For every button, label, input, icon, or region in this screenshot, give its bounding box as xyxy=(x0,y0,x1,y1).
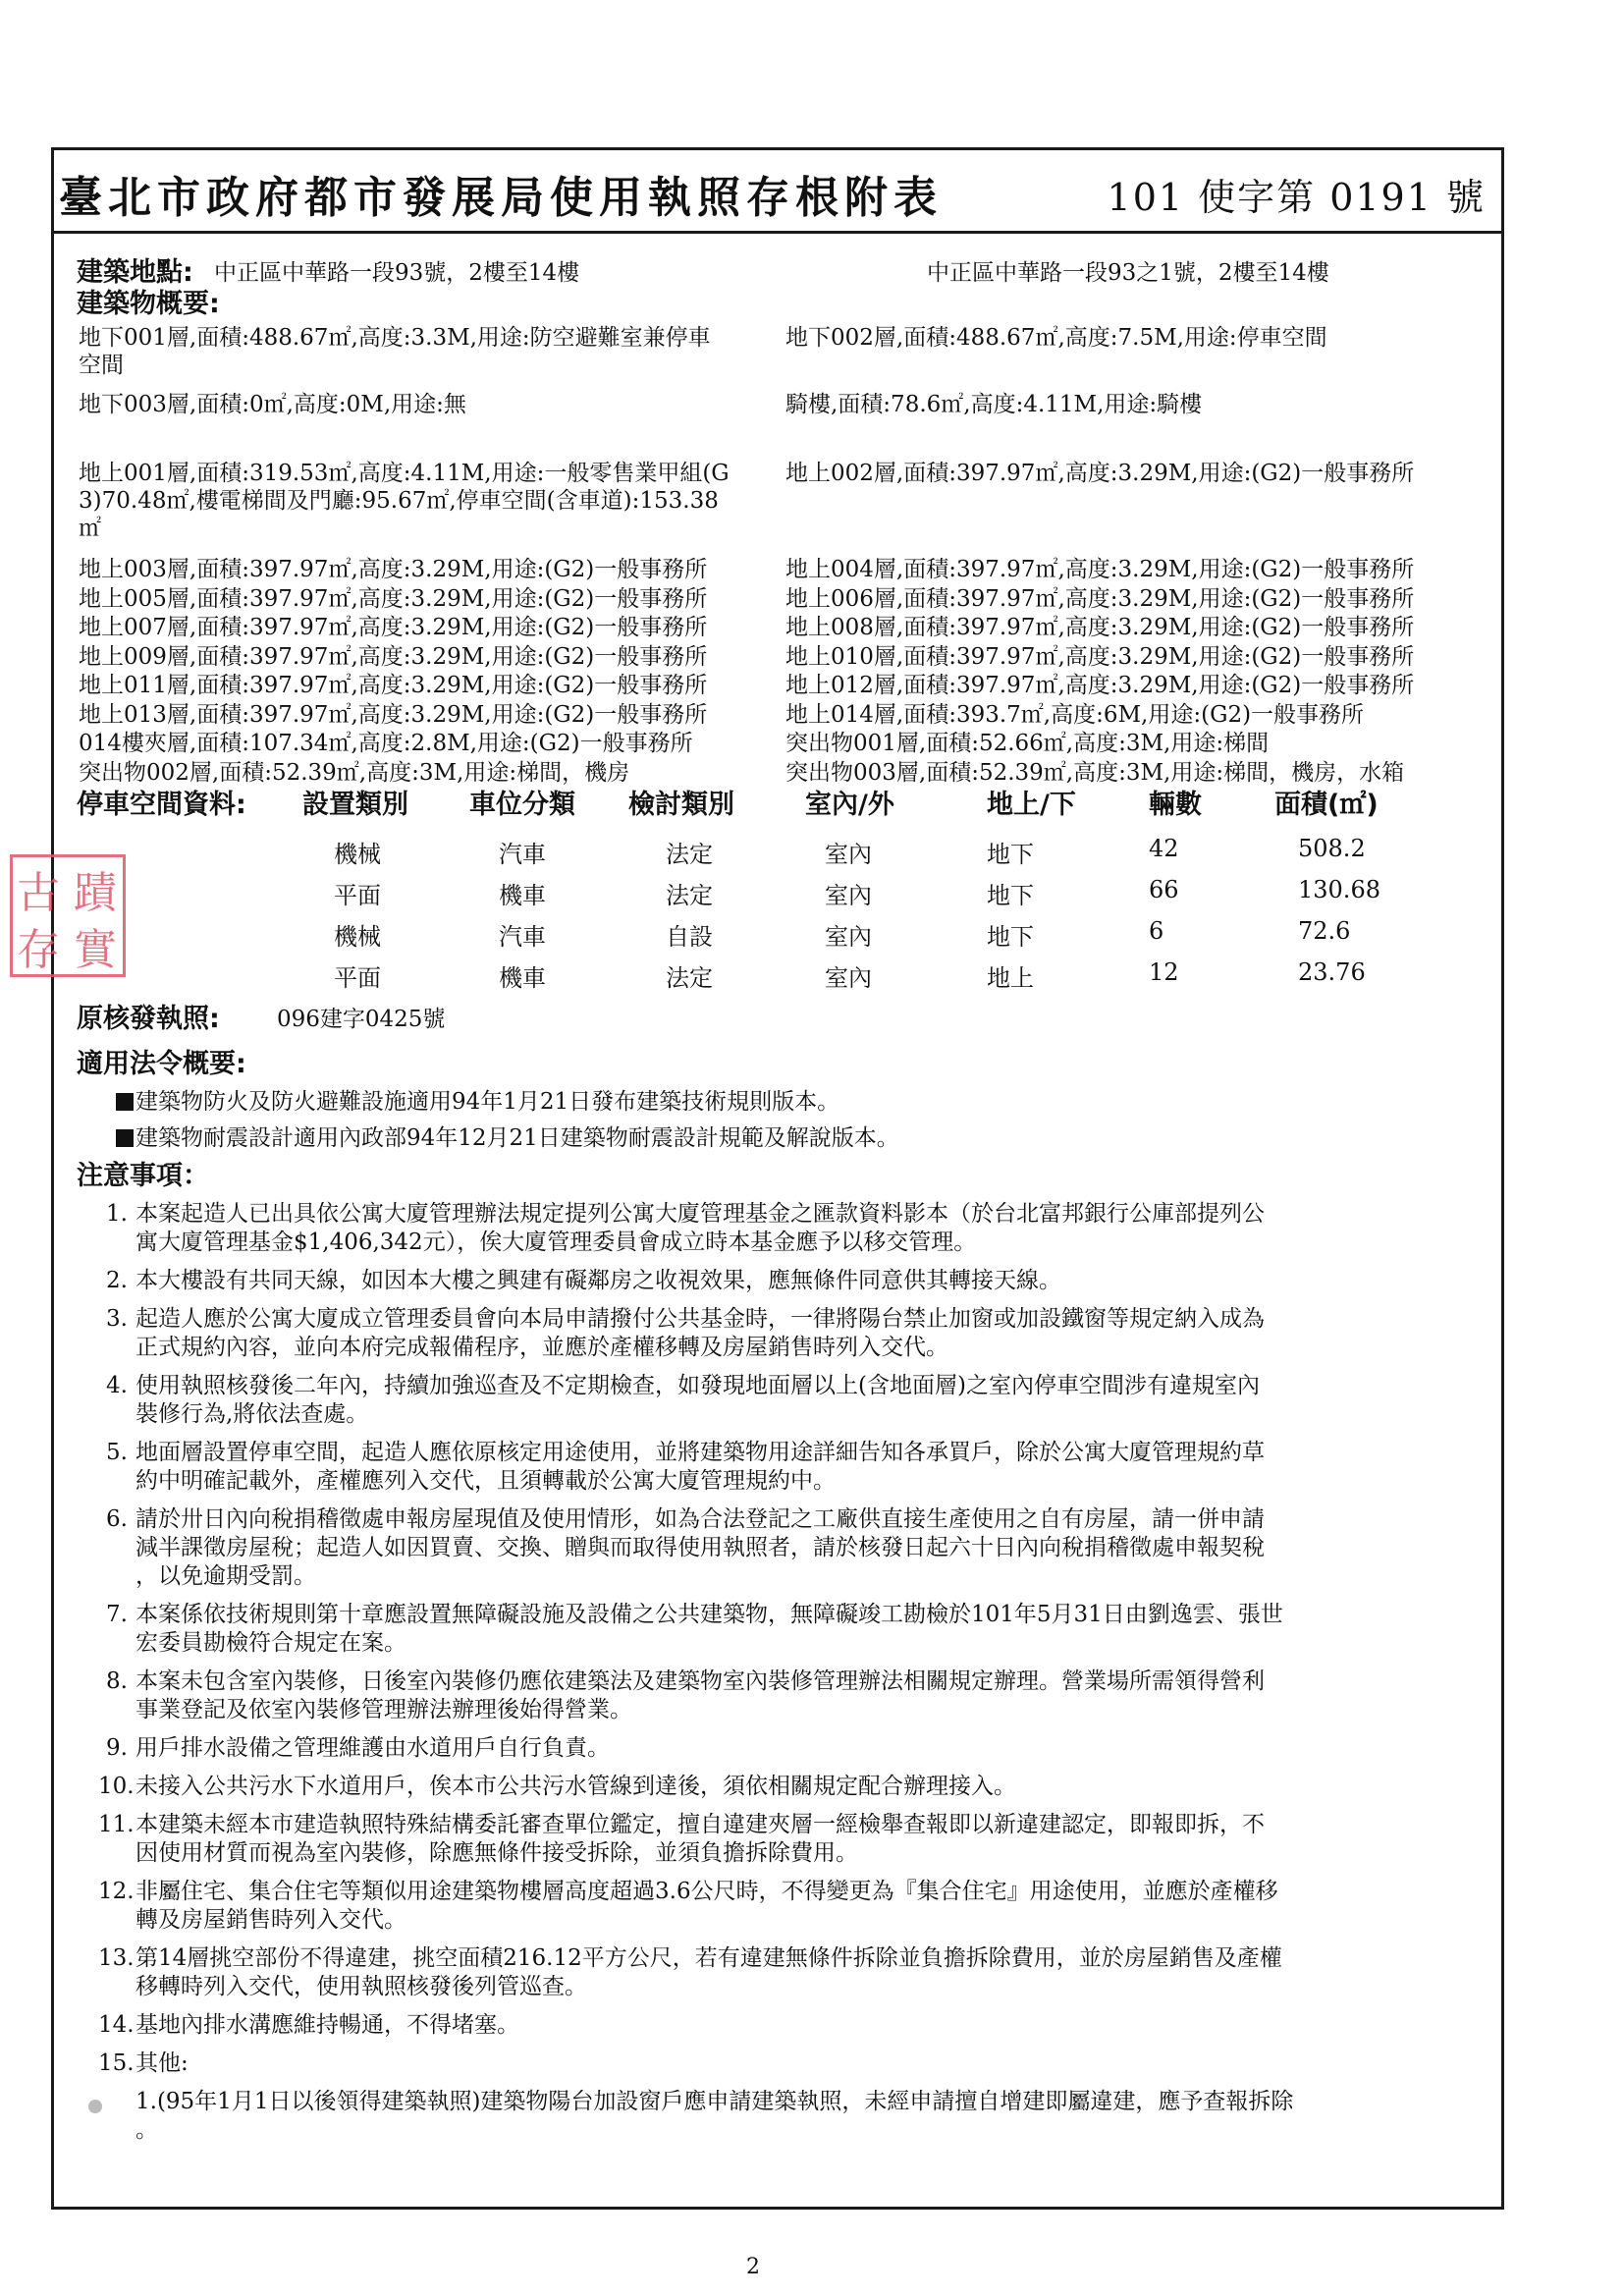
overview-label: 建築物概要: xyxy=(77,289,220,319)
parking-label: 停車空間資料: xyxy=(77,790,246,820)
note-line: 移轉時列入交代，使用執照核發後列管巡查。 xyxy=(135,1974,587,1999)
site-address-1: 中正區中華路一段93號，2樓至14樓 xyxy=(214,260,580,286)
floor-row: 地上010層,面積:397.97㎡,高度:3.29M,用途:(G2)一般事務所 xyxy=(785,643,1415,670)
parking-cell: 42 xyxy=(1149,835,1179,862)
note-text xyxy=(135,1439,1492,1496)
note-other-line: 。 xyxy=(135,2117,158,2143)
note-other-line: 1.(95年1月1日以後領得建築執照)建築物陽台加設窗戶應申請建築執照，未經申請擅自增建即屬違建，應予查報拆除 xyxy=(135,2089,1294,2114)
note-item xyxy=(98,2011,1492,2040)
permit-number: 101 使字第 0191 號 xyxy=(1107,176,1486,219)
parking-cell: 機械 xyxy=(334,923,381,951)
parking-header-cell: 地上/下 xyxy=(987,790,1076,820)
note-line: 減半課徵房屋稅；起造人如因買賣、交換、贈與而取得使用執照者，請於核發日起六十日內向稅捐稽徵處申報契稅 xyxy=(135,1535,1265,1560)
parking-cell: 130.68 xyxy=(1298,876,1380,903)
notes-label: 注意事項： xyxy=(77,1161,209,1191)
note-line: 地面層設置停車空間，起造人應依原核定用途使用，並將建築物用途詳細告知各承買戶，除於公寓大廈管理規約草 xyxy=(135,1440,1265,1465)
floor-f1-line3: ㎡ xyxy=(79,516,101,541)
note-number: 2. xyxy=(106,1268,128,1293)
note-number: 10. xyxy=(98,1774,135,1799)
stamp-char: 古 xyxy=(17,868,60,918)
floor-row: 地上012層,面積:397.97㎡,高度:3.29M,用途:(G2)一般事務所 xyxy=(785,673,1415,698)
note-item xyxy=(98,1667,1492,1724)
parking-cell: 汽車 xyxy=(499,841,546,868)
note-number: 11. xyxy=(98,1812,135,1837)
note-line: 因使用材質而視為室內裝修，除應無條件接受拆除，並須負擔拆除費用。 xyxy=(135,1840,858,1866)
note-text xyxy=(135,1773,1492,1801)
note-item xyxy=(98,1372,1492,1429)
note-text xyxy=(135,1667,1492,1724)
parking-cell: 自設 xyxy=(666,923,713,951)
floor-row: 地上007層,面積:397.97㎡,高度:3.29M,用途:(G2)一般事務所 xyxy=(79,615,708,640)
note-line: 非屬住宅、集合住宅等類似用途建築物樓層高度超過3.6公尺時，不得變更為『集合住宅』用途使用，並應於產權移 xyxy=(135,1879,1278,1904)
note-line: 本建築未經本市建造執照特殊結構委託審查單位鑑定，擅自違建夾層一經檢舉查報即以新違建認定，即報即拆，不 xyxy=(135,1812,1265,1837)
laws-label: 適用法令概要: xyxy=(77,1049,246,1079)
original-permit-value: 096建字0425號 xyxy=(277,1007,446,1032)
floor-row: 地上014層,面積:393.7㎡,高度:6M,用途:(G2)一般事務所 xyxy=(785,701,1365,728)
note-line: 宏委員勘檢符合規定在案。 xyxy=(135,1630,406,1656)
note-line: 未接入公共污水下水道用戶，俟本市公共污水管線到達後，須依相關規定配合辦理接入。 xyxy=(135,1774,1016,1799)
parking-cell: 室內 xyxy=(825,841,872,868)
parking-cell: 23.76 xyxy=(1298,958,1366,986)
note-text xyxy=(135,1372,1492,1429)
note-text xyxy=(135,1601,1492,1658)
law-item: 建築物耐震設計適用內政部94年12月21日建築物耐震設計規範及解說版本。 xyxy=(116,1120,899,1152)
note-line: 事業登記及依室內裝修管理辦法辦理後始得營業。 xyxy=(135,1697,632,1722)
parking-cell: 汽車 xyxy=(499,923,546,951)
parking-header-cell: 設置類別 xyxy=(302,790,408,820)
note-line: 請於卅日內向稅捐稽徵處申報房屋現值及使用情形，如為合法登記之工廠供直接生產使用之自有房屋，請一併申請 xyxy=(135,1506,1265,1532)
note-number: 13. xyxy=(98,1945,135,1971)
stamp-char: 存 xyxy=(17,925,60,975)
floor-row: 地上013層,面積:397.97㎡,高度:3.29M,用途:(G2)一般事務所 xyxy=(79,701,708,728)
note-line: ，以免逾期受罰。 xyxy=(135,1563,316,1589)
floor-row: 突出物002層,面積:52.39㎡,高度:3M,用途:梯間，機房 xyxy=(79,759,630,786)
parking-header-cell: 輛數 xyxy=(1149,790,1202,820)
note-number: 15. xyxy=(98,2050,135,2076)
note-line: 其他: xyxy=(135,2050,189,2076)
note-item xyxy=(98,1878,1492,1935)
note-line: 本大樓設有共同天線，如因本大樓之興建有礙鄰房之收視效果，應無條件同意供其轉接天線。 xyxy=(135,1268,1061,1293)
note-number: 4. xyxy=(106,1373,128,1398)
bullet-square-icon xyxy=(116,1129,134,1147)
scan-speck xyxy=(88,2100,102,2113)
note-number: 5. xyxy=(106,1440,128,1465)
page-number: 2 xyxy=(746,2255,760,2279)
note-number: 3. xyxy=(106,1306,128,1332)
floor-row: 地上008層,面積:397.97㎡,高度:3.29M,用途:(G2)一般事務所 xyxy=(785,615,1415,640)
note-text xyxy=(135,1505,1492,1591)
note-line: 裝修行為,將依法查處。 xyxy=(135,1401,369,1427)
note-line: 轉及房屋銷售時列入交代。 xyxy=(135,1907,406,1933)
floor-b2: 地下002層,面積:488.67㎡,高度:7.5M,用途:停車空間 xyxy=(785,325,1327,351)
note-item xyxy=(98,1305,1492,1362)
note-line: 寓大廈管理基金$1,406,342元），俟大廈管理委員會成立時本基金應予以移交管理。 xyxy=(135,1230,977,1255)
note-line: 正式規約內容，並向本府完成報備程序，並應於產權移轉及房屋銷售時列入交代。 xyxy=(135,1335,948,1360)
floor-row: 地上011層,面積:397.97㎡,高度:3.29M,用途:(G2)一般事務所 xyxy=(79,673,708,698)
page-title: 臺北市政府都市發展局使用執照存根附表 xyxy=(59,173,943,223)
parking-header-cell: 檢討類別 xyxy=(628,790,734,820)
note-number: 12. xyxy=(98,1879,135,1904)
floor-row: 地上003層,面積:397.97㎡,高度:3.29M,用途:(G2)一般事務所 xyxy=(79,557,708,582)
site-address-2: 中正區中華路一段93之1號，2樓至14樓 xyxy=(927,260,1329,286)
note-number: 7. xyxy=(106,1602,128,1627)
floor-row: 地上005層,面積:397.97㎡,高度:3.29M,用途:(G2)一般事務所 xyxy=(79,585,708,612)
note-item xyxy=(98,1505,1492,1591)
parking-cell: 平面 xyxy=(334,882,381,909)
floor-f2: 地上002層,面積:397.97㎡,高度:3.29M,用途:(G2)一般事務所 xyxy=(785,461,1415,486)
parking-cell: 地下 xyxy=(987,882,1034,909)
stamp-char: 蹟 xyxy=(74,868,117,918)
parking-cell: 法定 xyxy=(666,841,713,868)
floor-row: 地上009層,面積:397.97㎡,高度:3.29M,用途:(G2)一般事務所 xyxy=(79,643,708,670)
note-text xyxy=(135,1267,1492,1295)
stamp-char: 實 xyxy=(74,925,117,975)
note-line: 使用執照核發後二年內，持續加強巡查及不定期檢查，如發現地面層以上(含地面層)之室內停車空間涉有違規室內 xyxy=(135,1373,1260,1398)
note-item xyxy=(98,1439,1492,1496)
note-text xyxy=(135,1200,1492,1257)
note-line: 本案係依技術規則第十章應設置無障礙設施及設備之公共建築物，無障礙竣工勘檢於101年5月31日由劉逸雲、張世 xyxy=(135,1602,1283,1627)
parking-cell: 508.2 xyxy=(1298,835,1366,862)
parking-cell: 地上 xyxy=(987,964,1034,992)
note-number: 1. xyxy=(106,1201,128,1227)
parking-cell: 地下 xyxy=(987,841,1034,868)
note-text xyxy=(135,1734,1492,1763)
parking-header-cell: 車位分類 xyxy=(469,790,575,820)
note-text xyxy=(135,1944,1492,2001)
note-text xyxy=(135,1878,1492,1935)
original-permit-label: 原核發執照: xyxy=(77,1004,220,1034)
parking-cell: 室內 xyxy=(825,964,872,992)
note-item xyxy=(98,1773,1492,1801)
note-line: 本案未包含室內裝修，日後室內裝修仍應依建築法及建築物室內裝修管理辦法相關規定辦理。營業場所需領得營利 xyxy=(135,1668,1265,1694)
parking-cell: 地下 xyxy=(987,923,1034,951)
parking-cell: 72.6 xyxy=(1298,917,1351,945)
note-number: 6. xyxy=(106,1506,128,1532)
floor-f1-line1: 地上001層,面積:319.53㎡,高度:4.11M,用途:一般零售業甲組(G xyxy=(79,461,730,486)
parking-cell: 12 xyxy=(1149,958,1179,986)
law-item: 建築物防火及防火避難設施適用94年1月21日發布建築技術規則版本。 xyxy=(116,1083,839,1116)
note-item xyxy=(98,2050,1492,2078)
parking-cell: 法定 xyxy=(666,964,713,992)
note-text xyxy=(135,1305,1492,1362)
floor-row: 014樓夾層,面積:107.34㎡,高度:2.8M,用途:(G2)一般事務所 xyxy=(79,731,693,756)
parking-cell: 室內 xyxy=(825,882,872,909)
note-number: 9. xyxy=(106,1735,128,1761)
floor-row: 地上006層,面積:397.97㎡,高度:3.29M,用途:(G2)一般事務所 xyxy=(785,585,1415,612)
note-item xyxy=(98,1734,1492,1763)
note-item xyxy=(98,1601,1492,1658)
floor-row: 突出物001層,面積:52.66㎡,高度:3M,用途:梯間 xyxy=(785,731,1270,756)
note-item xyxy=(98,1200,1492,1257)
note-line: 本案起造人已出具依公寓大廈管理辦法規定提列公寓大廈管理基金之匯款資料影本（於台北富邦銀行公庫部提列公 xyxy=(135,1201,1265,1227)
floor-b1-line2: 空間 xyxy=(79,353,124,378)
note-number: 14. xyxy=(98,2012,135,2038)
note-line: 基地內排水溝應維持暢通，不得堵塞。 xyxy=(135,2012,519,2038)
note-text xyxy=(135,2050,1492,2078)
note-text xyxy=(135,1811,1492,1868)
floor-row: 突出物003層,面積:52.39㎡,高度:3M,用途:梯間，機房，水箱 xyxy=(785,759,1405,786)
parking-cell: 機車 xyxy=(499,964,546,992)
seal-stamp xyxy=(10,854,126,977)
note-item xyxy=(98,1944,1492,2001)
parking-cell: 機械 xyxy=(334,841,381,868)
note-line: 用戶排水設備之管理維護由水道用戶自行負責。 xyxy=(135,1735,610,1761)
note-line: 起造人應於公寓大廈成立管理委員會向本局申請撥付公共基金時，一律將陽台禁止加窗或加設鐵窗等規定納入成為 xyxy=(135,1306,1265,1332)
parking-cell: 機車 xyxy=(499,882,546,909)
note-line: 第14層挑空部份不得違建，挑空面積216.12平方公尺，若有違建無條件拆除並負擔拆除費用，並於房屋銷售及產權 xyxy=(135,1945,1282,1971)
floor-b3: 地下003層,面積:0㎡,高度:0M,用途:無 xyxy=(79,392,466,417)
floor-arcade: 騎樓,面積:78.6㎡,高度:4.11M,用途:騎樓 xyxy=(785,392,1203,417)
parking-cell: 66 xyxy=(1149,876,1179,903)
parking-cell: 法定 xyxy=(666,882,713,909)
parking-header-cell: 室內/外 xyxy=(805,790,894,820)
parking-cell: 6 xyxy=(1149,917,1164,945)
parking-cell: 平面 xyxy=(334,964,381,992)
floor-f1-line2: 3)70.48㎡,樓電梯間及門廳:95.67㎡,停車空間(含車道):153.38 xyxy=(79,488,719,514)
note-number: 8. xyxy=(106,1668,128,1694)
bullet-square-icon xyxy=(116,1093,134,1111)
note-text xyxy=(135,2011,1492,2040)
parking-cell: 室內 xyxy=(825,923,872,951)
floor-row: 地上004層,面積:397.97㎡,高度:3.29M,用途:(G2)一般事務所 xyxy=(785,557,1415,582)
floor-b1-line1: 地下001層,面積:488.67㎡,高度:3.3M,用途:防空避難室兼停車 xyxy=(79,325,711,351)
note-item xyxy=(98,1267,1492,1295)
note-item xyxy=(98,1811,1492,1868)
parking-header-cell: 面積(㎡) xyxy=(1274,790,1379,820)
note-line: 約中明確記載外，產權應列入交代，且須轉載於公寓大廈管理規約中。 xyxy=(135,1468,836,1494)
site-label: 建築地點: xyxy=(77,257,193,288)
